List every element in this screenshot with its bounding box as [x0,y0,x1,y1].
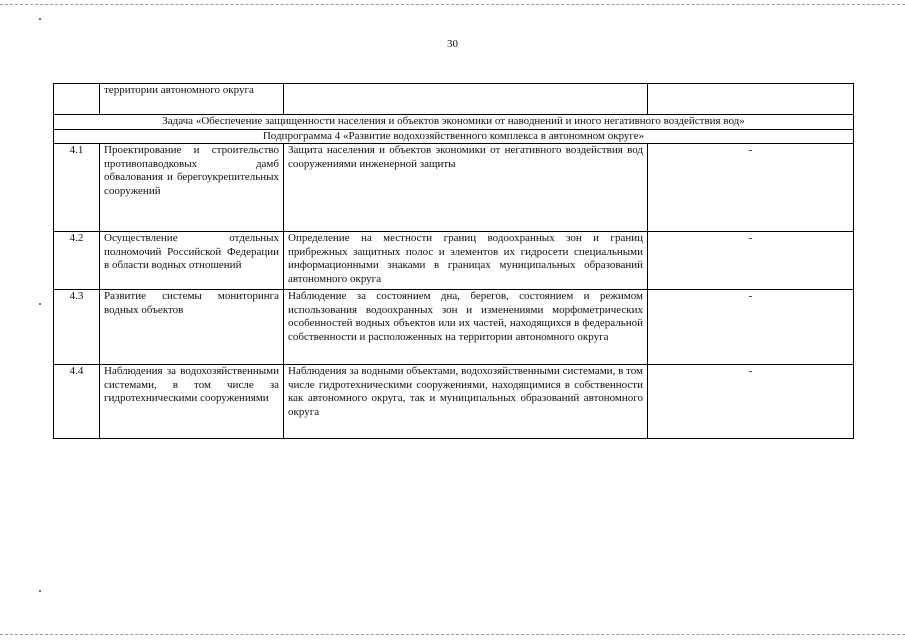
value-cell: - [648,232,854,290]
scan-speck [39,590,41,592]
scan-speck [39,303,41,305]
subprogram-row [54,129,854,144]
task-row [54,115,854,130]
scan-speck [39,18,41,20]
num-cell: 4.1 [54,144,100,232]
program-table [53,83,854,439]
table-row-continued [54,84,854,115]
num-cell [54,84,100,115]
task-heading: Задача «Обеспечение защищенности населения и объектов экономики от наводнений и иного негативного воздействия вод» [54,115,854,130]
num-cell: 4.2 [54,232,100,290]
scan-edge-bottom [0,634,905,635]
value-cell: - [648,144,854,232]
value-cell [648,84,854,115]
value-cell: - [648,290,854,365]
table-row [54,232,854,290]
table-row [54,365,854,439]
name-cell: Проектирование и строительство противопаводковых дамб обвалования и берегоукрепительных сооружений [100,144,284,232]
scan-edge-top [0,4,905,5]
desc-cell: Защита населения и объектов экономики от негативного воздействия вод сооружениями инженерной защиты [284,144,648,232]
page-number: 30 [447,38,458,50]
table-row [54,144,854,232]
name-cell: Осуществление отдельных полномочий Российской Федерации в области водных отношений [100,232,284,290]
table-row [54,290,854,365]
desc-cell [284,84,648,115]
num-cell: 4.3 [54,290,100,365]
desc-cell: Наблюдения за водными объектами, водохозяйственными системами, в том числе гидротехническими сооружениями, находящимися в собственности как автономного округа, так и муниципальных образований автономного округа [284,365,648,439]
subprogram-heading: Подпрограмма 4 «Развитие водохозяйственного комплекса в автономном округе» [54,129,854,144]
name-cell: Наблюдения за водохозяйственными системами, в том числе за гидротехническими сооружениями [100,365,284,439]
name-cell: территории автономного округа [100,84,284,115]
name-cell: Развитие системы мониторинга водных объектов [100,290,284,365]
value-cell: - [648,365,854,439]
desc-cell: Наблюдение за состоянием дна, берегов, состоянием и режимом использования водоохранных зон и изменениями морфометрических особенностей водных объектов или их частей, находящихся в федеральной собственности и расположенных на территории автономного округа [284,290,648,365]
desc-cell: Определение на местности границ водоохранных зон и границ прибрежных защитных полос и элементов их гидросети специальными информационными знаками в границах муниципальных образований автономного округа [284,232,648,290]
num-cell: 4.4 [54,365,100,439]
